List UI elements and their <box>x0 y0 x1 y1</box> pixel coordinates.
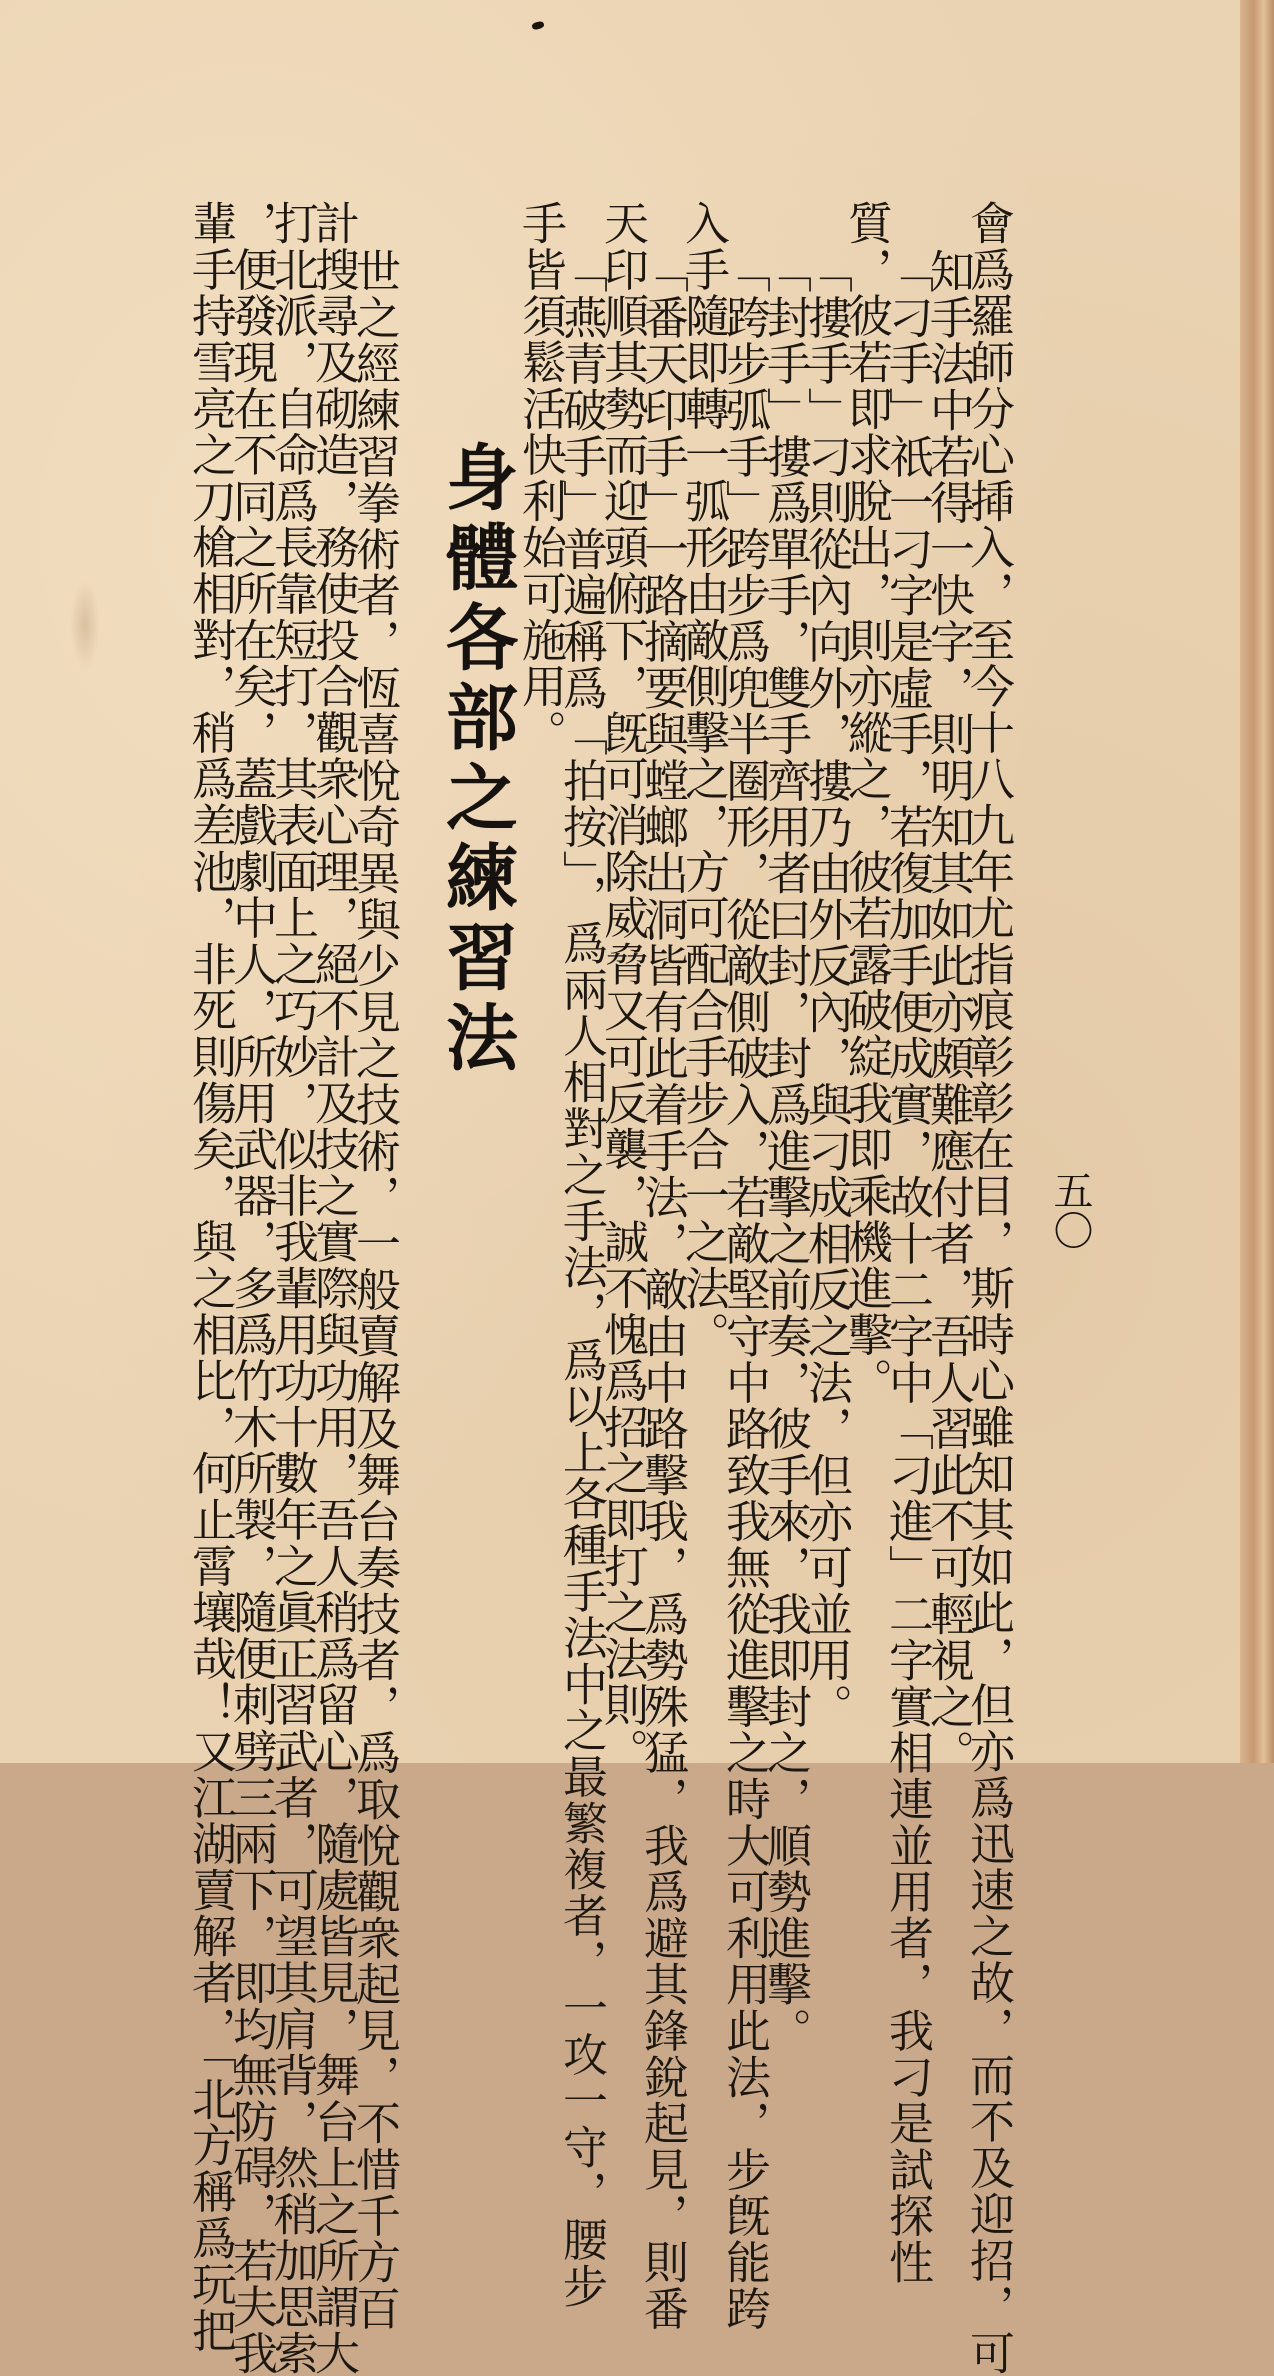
page-number: 五〇 <box>1047 1170 1093 1250</box>
text-column: 「刁手」祇一刁字是虛手，若復加手便成實，故十二字中「刁進」二字實相連並用者，我刁是試探性 <box>881 248 934 2286</box>
text-column: 「摟手」刁則從內向外，摟乃由外反內，與刁成相反之法，但亦可並用。 <box>800 248 853 1730</box>
section-title: 身體各部之練習法 <box>434 440 519 1080</box>
text-column: 「番天印手」一路摘要與螳螂出洞皆有此着手法，敵由中路擊我，爲勢殊猛，我爲避其鋒銳起見，則番 <box>636 248 689 2332</box>
text-column: 入手隨即轉一弧形由敵側擊之，方可配合手步合一之法。 <box>677 200 730 1358</box>
text-column: 輩手持雪亮之刀槍相對，稍爲差池，非死則傷矣，與之相比，何止霄壤哉！又江湖賣解者，「北方稱爲玩把 <box>184 200 237 2354</box>
text-column: 會爲羅師分心揷入，至今十八九年尤指痕彰彰在目，斯時心雖知其如此，但亦爲迅速之故，而不及迎招，可 <box>962 200 1015 2376</box>
paper-crease <box>70 580 100 670</box>
text-column: 手皆須鬆活快利始可施用。 <box>514 200 567 756</box>
text-column: 天印順其勢而迎頭俯下，旣可消除威脅又可反襲，誠不愧爲招之即打之法則。 <box>596 200 649 1775</box>
page-stack-edge <box>1240 0 1274 1763</box>
text-column: 「燕青破手」普遍稱爲「拍按」，爲兩人相對之手法，爲以上各種手法中之最繁複者，一攻一守，腰步 <box>555 248 608 2309</box>
text-column: 質，彼若即求脫出，則亦縱之，彼若露破綻我即乘機進擊。 <box>840 200 893 1404</box>
text-column: 計搜尋及砌造，務使投合觀衆心理，絕不計及技之實際與功用，吾人稍爲留心，隨處皆見，舞台上之所謂大 <box>307 200 360 2376</box>
text-column: 打北派，自命爲長靠短打，其表面上之巧妙，似非我輩用功十數年之眞正習武者，可望其肩背，然稍加思索 <box>266 200 319 2376</box>
text-column: 世之經練習拳術者，恆喜悅奇異與少見之技術，一般賣解及舞台奏技者，爲取悅觀衆起見，不惜千方百 <box>348 248 401 2332</box>
text-column: 「封手」摟爲單手，雙手齊用者曰封，封爲進擊之前奏，彼手來，我即封之，順勢進擊。 <box>759 248 812 2054</box>
text-column: 知手法中若得一快字，則明知其如此亦頗難應付者，吾人習此不可輕視之。 <box>922 248 975 1776</box>
text-column: 「跨步弧手」跨步爲兜半圈形，從敵側破入，若敵堅守中路致我無從進擊之時大可利用此法，步旣能跨 <box>718 248 771 2332</box>
text-column: ，便發現在不同之所在矣，蓋戲劇中人，所用武器，多爲竹木所製，隨便刺劈三兩下，即均無防碍，若夫我 <box>225 200 278 2376</box>
ink-blot <box>531 21 544 31</box>
